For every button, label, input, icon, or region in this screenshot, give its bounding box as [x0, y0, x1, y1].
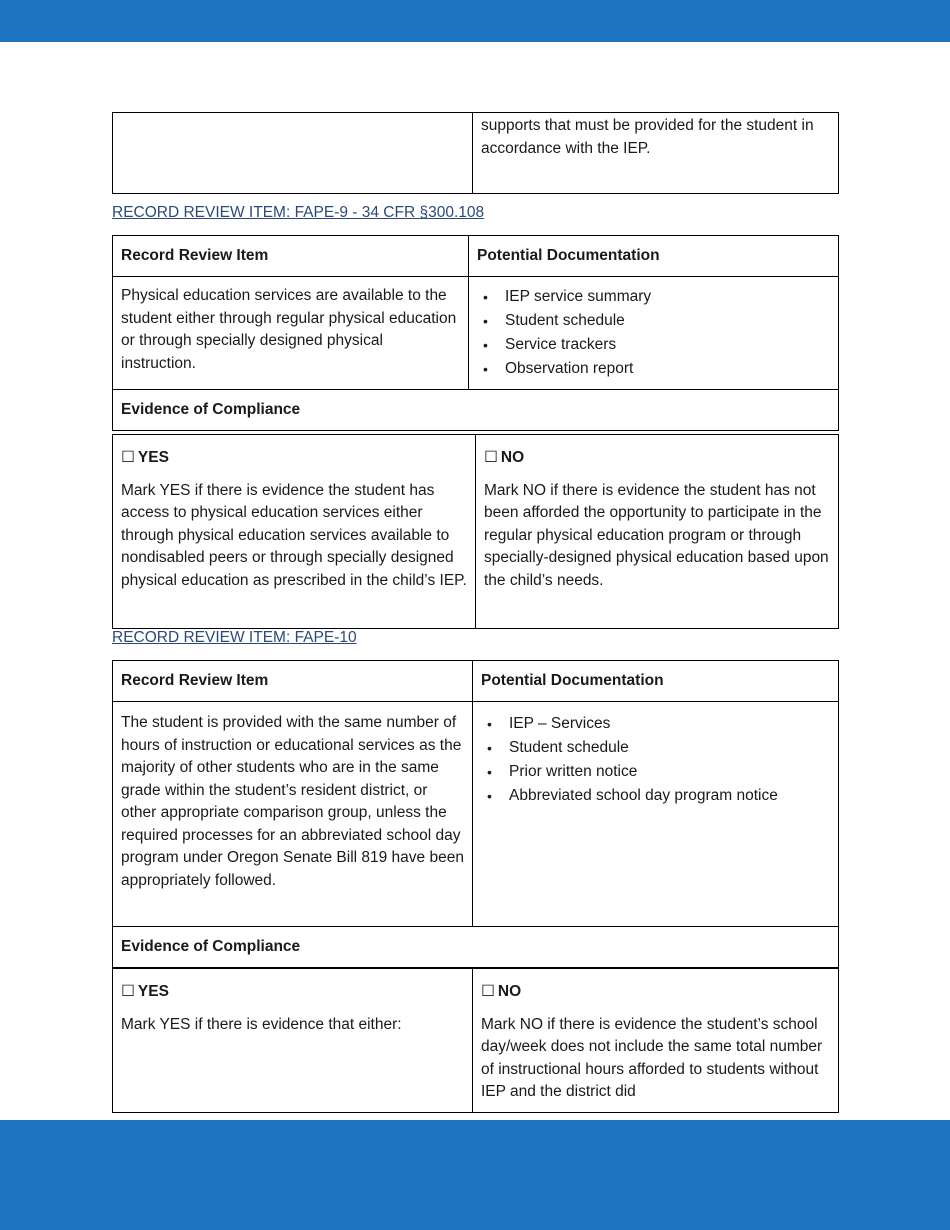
list-item: • Prior written notice: [481, 760, 830, 784]
section2-evidence-table: [112, 968, 839, 1113]
section2-evidence-label: Evidence of Compliance: [113, 927, 839, 968]
no-label: NO: [497, 983, 522, 1000]
continued-table: [112, 112, 839, 194]
section1-heading[interactable]: RECORD REVIEW ITEM: FAPE-9 - 34 CFR §300.108: [112, 204, 485, 221]
section1-no-cell: [476, 435, 839, 629]
section2-item-text: The student is provided with the same number of hours of instruction or educational services as the majority of other students who are in the same grade within the student’s resident district, or other appropriate comparison group, unless the required processes for an abbreviated school day program under Oregon Senate Bill 819 have been appropriately followed.: [113, 702, 473, 927]
section2-heading[interactable]: RECORD REVIEW ITEM: FAPE-10: [112, 629, 357, 646]
section2-yes-text: Mark YES if there is evidence that either:: [121, 1015, 402, 1033]
section1-item-text: Physical education services are available to the student either through regular physical education or through specially designed physical instruction.: [113, 277, 469, 390]
yes-label: YES: [137, 983, 169, 1000]
section1-yes-cell: [113, 435, 476, 629]
yes-checkbox[interactable]: ☐: [121, 983, 135, 1000]
section1-evidence-table: [112, 434, 839, 629]
list-item: • Service trackers: [477, 333, 830, 357]
list-item: • Abbreviated school day program notice: [481, 784, 830, 808]
header-bar: [0, 0, 950, 42]
list-item: • IEP service summary: [477, 285, 830, 309]
section2-table: [112, 660, 839, 968]
section2-no-text: Mark NO if there is evidence the student’s school day/week does not include the same total number of instructional hours afforded to students without IEP and the district did: [481, 1015, 823, 1100]
list-item: • IEP – Services: [481, 712, 830, 736]
continued-left-cell: [113, 113, 473, 194]
no-checkbox[interactable]: ☐: [484, 449, 498, 466]
list-item: • Observation report: [477, 357, 830, 381]
yes-label: YES: [137, 449, 169, 466]
section2-docs-list: [481, 712, 830, 808]
yes-checkbox[interactable]: ☐: [121, 449, 135, 466]
section2-docs-cell: [473, 702, 839, 927]
section2-no-cell: [473, 969, 839, 1113]
no-checkbox[interactable]: ☐: [481, 983, 495, 1000]
section1-no-text: Mark NO if there is evidence the student has not been afforded the opportunity to participate in the regular physical education program or through specially-designed physical education based upon the child’s needs.: [484, 481, 829, 589]
no-label: NO: [500, 449, 525, 466]
section1-docs-cell: [469, 277, 839, 390]
section1-yes-text: Mark YES if there is evidence the student has access to physical education services either through physical education services available to nondisabled peers or through specially designed physical education as prescribed in the child’s IEP.: [121, 481, 467, 589]
section1-evidence-label: Evidence of Compliance: [113, 390, 839, 431]
section1-col2-header: Potential Documentation: [469, 236, 839, 277]
list-item: • Student schedule: [481, 736, 830, 760]
list-item: • Student schedule: [477, 309, 830, 333]
section2-col1-header: Record Review Item: [113, 661, 473, 702]
section1-table: [112, 235, 839, 431]
section1-col1-header: Record Review Item: [113, 236, 469, 277]
footer-bar: [0, 1120, 950, 1230]
section2-col2-header: Potential Documentation: [473, 661, 839, 702]
continued-right-cell: supports that must be provided for the student in accordance with the IEP.: [473, 113, 839, 194]
section2-yes-cell: [113, 969, 473, 1113]
section1-docs-list: [477, 285, 830, 381]
